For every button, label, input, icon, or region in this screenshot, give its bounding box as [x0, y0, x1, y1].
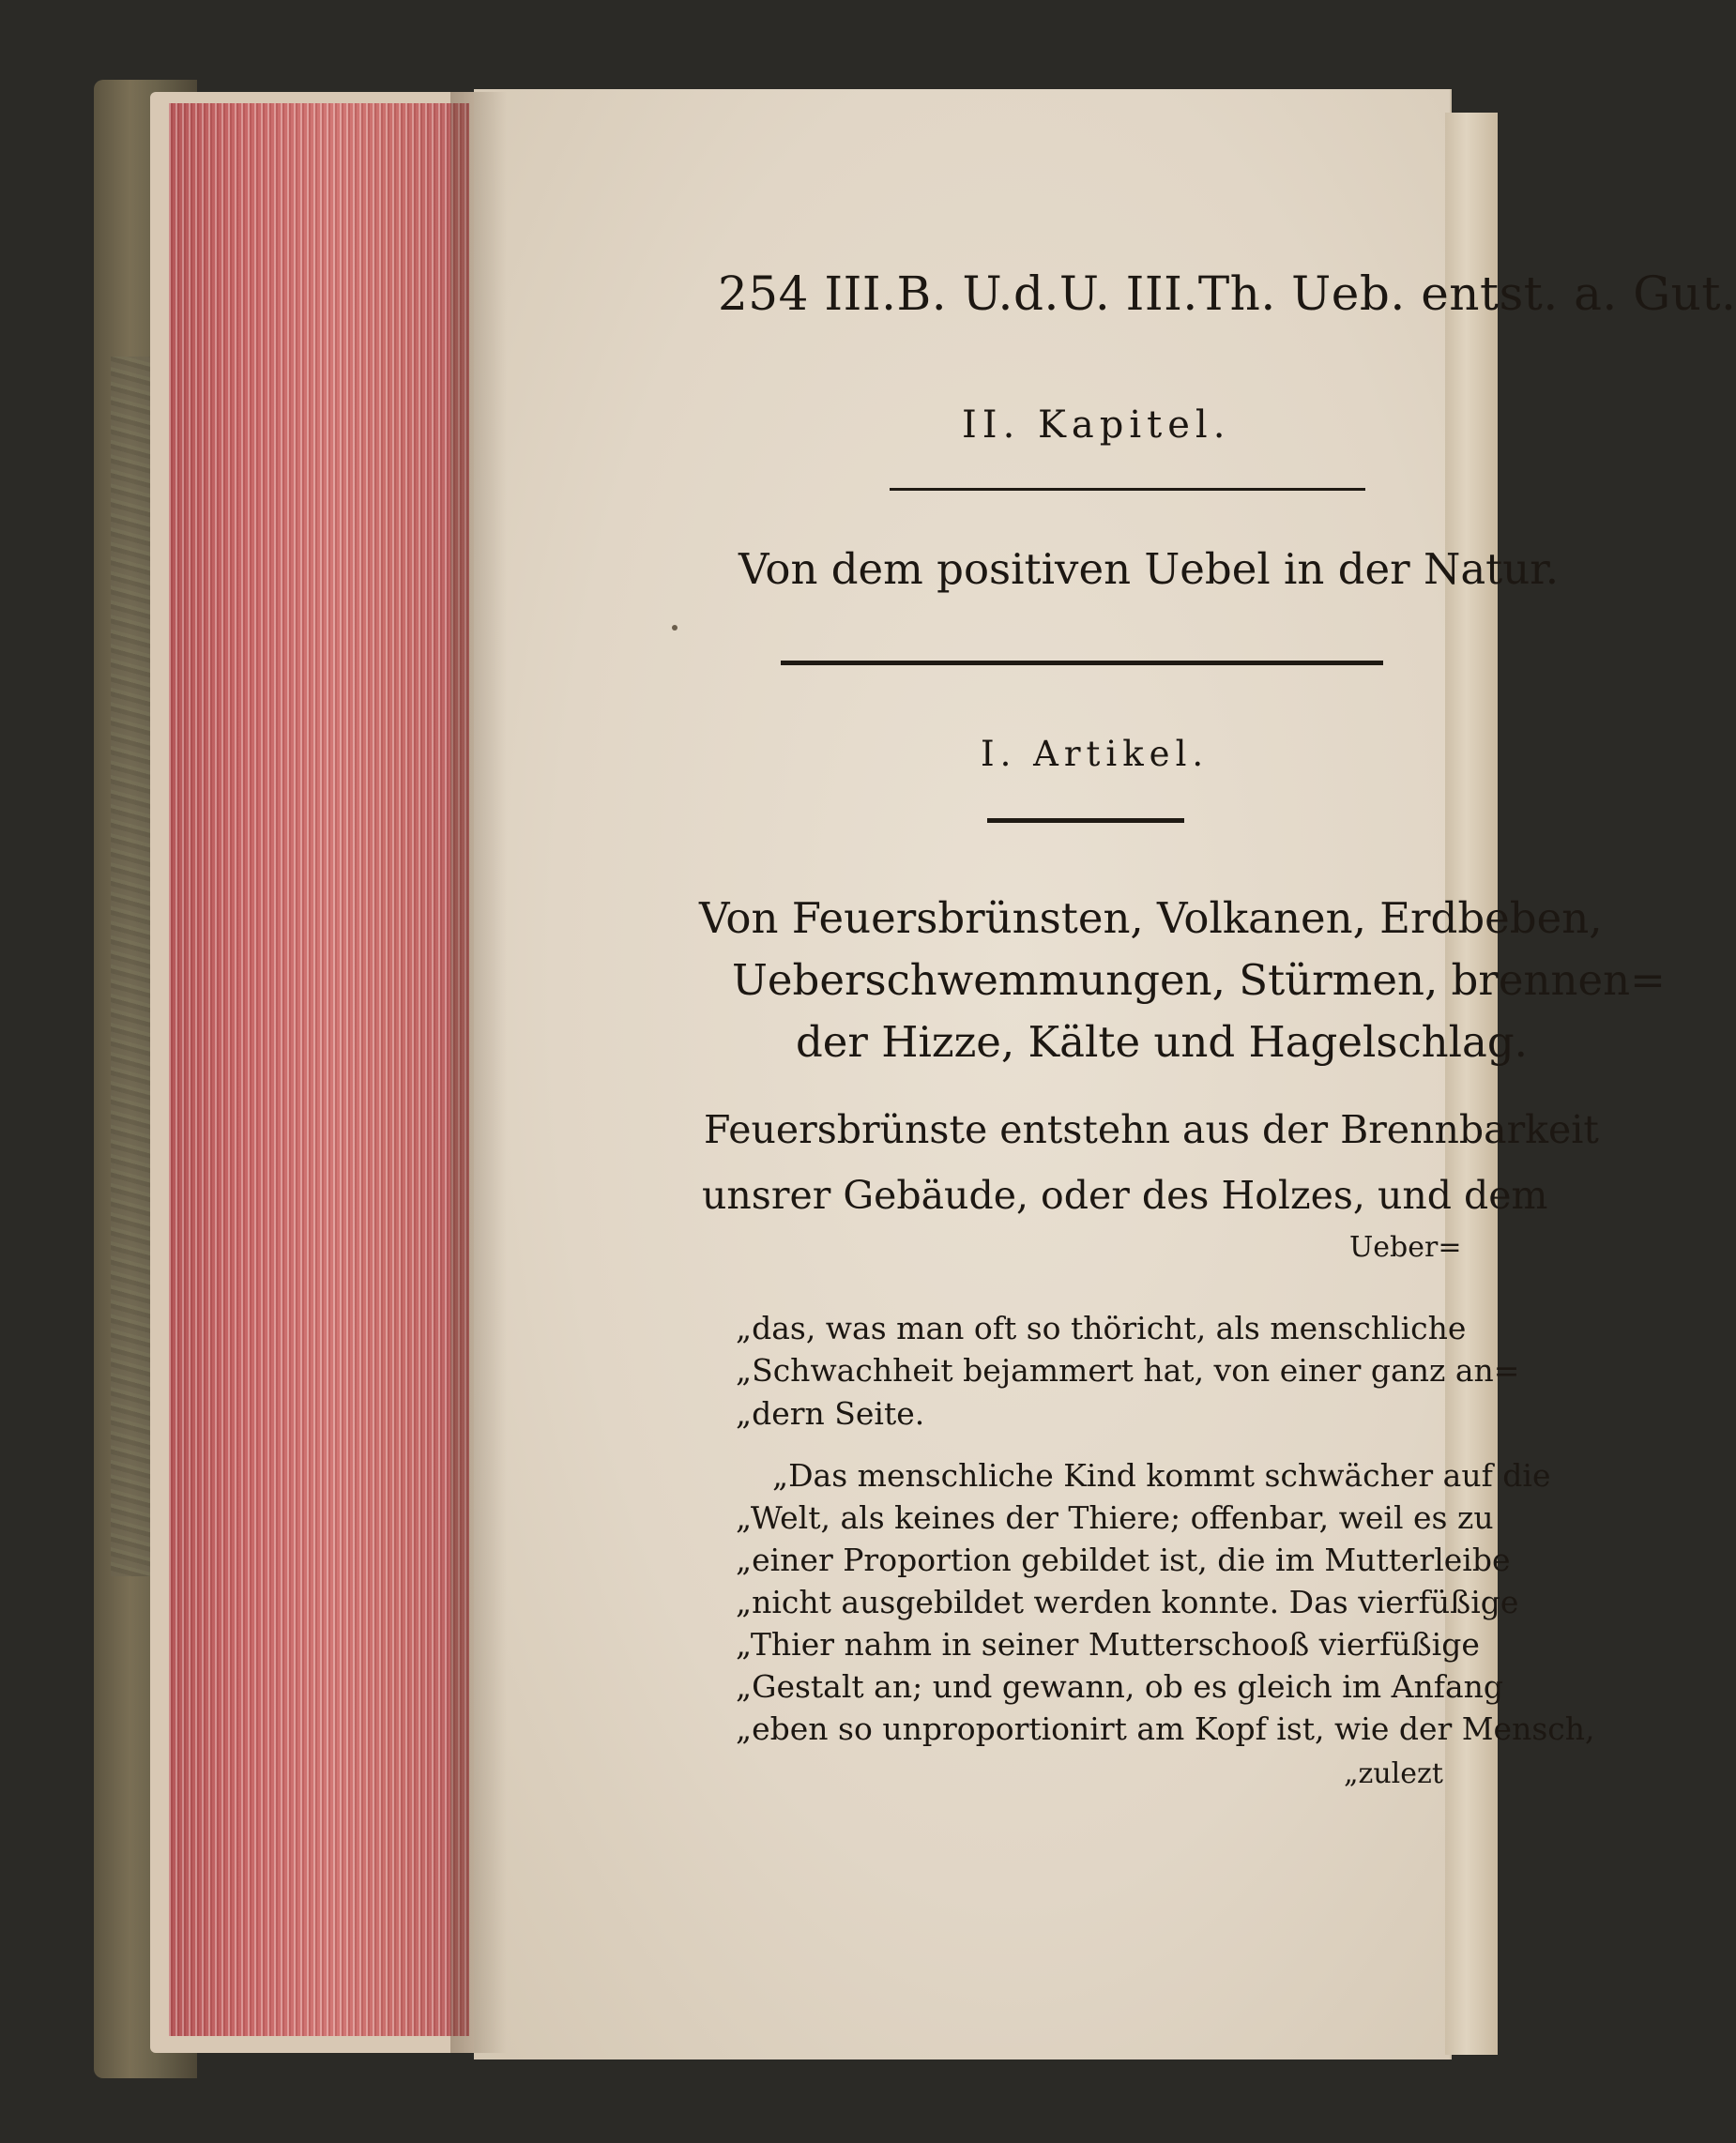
gutter-shadow	[450, 92, 507, 2053]
article-title-line: Von Feuersbrünsten, Volkanen, Erdbeben,	[699, 893, 1603, 943]
footnote-line: „Das menschliche Kind kommt schwächer auf die	[772, 1457, 1551, 1494]
footnote-line: „Schwachheit bejammert hat, von einer ganz an=	[736, 1352, 1520, 1389]
footnote-line: „einer Proportion gebildet ist, die im Mutterleibe	[736, 1542, 1511, 1578]
running-header: 254 III.B. U.d.U. III.Th. Ueb. entst. a. Gut.	[718, 266, 1736, 321]
body-line: Feuersbrünste entstehn aus der Brennbarkeit	[704, 1107, 1599, 1152]
chapter-rule	[890, 488, 1365, 491]
article-heading: I. Artikel.	[981, 734, 1210, 774]
article-title-line: Ueberschwemmungen, Stürmen, brennen=	[732, 955, 1666, 1005]
book-page	[474, 89, 1450, 2059]
footnote-line: „nicht ausgebildet werden konnte. Das vierfüßige	[736, 1584, 1519, 1620]
title-rule	[781, 661, 1383, 665]
footnote-line: „Welt, als keines der Thiere; offenbar, weil es zu	[736, 1499, 1494, 1536]
article-title-line: der Hizze, Kälte und Hagelschlag.	[796, 1017, 1528, 1067]
chapter-heading: II. Kapitel.	[962, 403, 1231, 447]
catchword: Ueber=	[1349, 1231, 1462, 1264]
footnote-line: „Gestalt an; und gewann, ob es gleich im Anfang	[736, 1668, 1503, 1705]
chapter-title: Von dem positiven Uebel in der Natur.	[739, 544, 1560, 594]
footnote-line: „dern Seite.	[736, 1395, 925, 1432]
article-rule	[987, 818, 1184, 823]
body-line: unsrer Gebäude, oder des Holzes, und dem	[702, 1173, 1548, 1218]
ink-speck	[672, 625, 678, 631]
footnote-line: „Thier nahm in seiner Mutterschooß vierfüßige	[736, 1626, 1480, 1663]
footnote-catchword: „zulezt	[1344, 1757, 1443, 1790]
adjacent-page-edge	[1445, 113, 1498, 2055]
red-page-edges	[169, 103, 469, 2036]
footnote-line: „das, was man oft so thöricht, als menschliche	[736, 1310, 1467, 1346]
footnote-line: „eben so unproportionirt am Kopf ist, wie der Mensch,	[736, 1710, 1595, 1747]
